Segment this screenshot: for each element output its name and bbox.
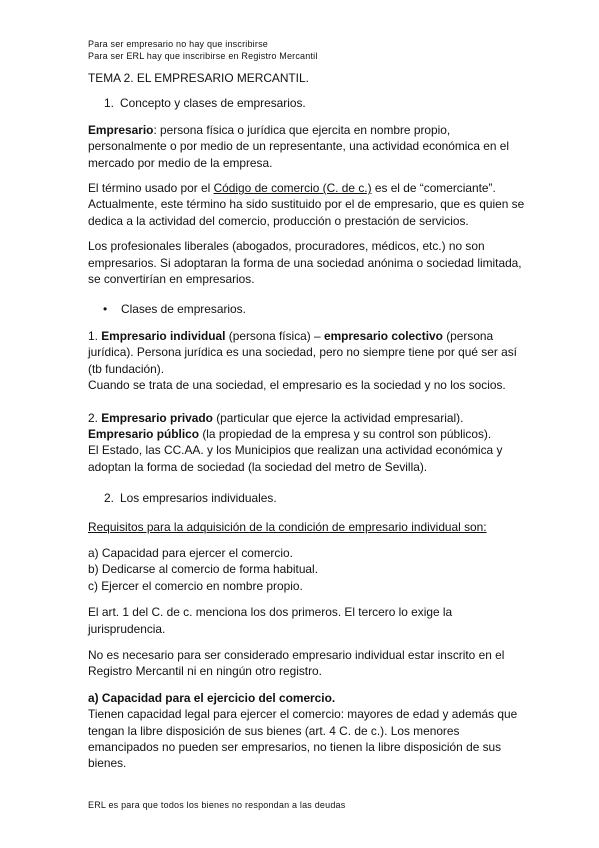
clase-1-bold-1: Empresario individual xyxy=(101,328,226,343)
no-inscrito-paragraph: No es necesario para ser considerado empresario individual estar inscrito en el Registro Mercantil ni en ningún otro registro. xyxy=(88,647,505,679)
clase-1-number: 1. xyxy=(88,328,102,343)
termino-paragraph xyxy=(88,180,528,229)
definition-term: Empresario xyxy=(88,122,154,137)
requisitos-heading xyxy=(88,519,528,535)
clase-1-line-2: Cuando se trata de una sociedad, el empresario es la sociedad y no los socios. xyxy=(88,378,506,393)
clase-2-bold-2: Empresario público xyxy=(88,426,200,441)
section-2-number: 2. xyxy=(104,491,114,506)
spacer xyxy=(88,394,528,410)
section-1-heading xyxy=(88,95,528,111)
section-1-label: Concepto y clases de empresarios. xyxy=(120,96,306,111)
capacidad-paragraph: Tienen capacidad legal para ejercer el comercio: mayores de edad y además que tengan la libre disposición de sus bienes (art. 4 C. de c.). Los menores emancipados no pueden ser empresarios, no tienen la libre disposición de sus bienes. xyxy=(88,707,518,771)
clase-1-text-2: (persona jurídica). Persona jurídica es una sociedad, pero no siempre tiene por qué ser así (tb fundación). xyxy=(88,328,517,376)
bullet-dot: • xyxy=(103,302,108,317)
clase-1-text-1: (persona física) – xyxy=(225,328,324,343)
clase-2-line-3: El Estado, las CC.AA. y los Municipios que realizan una actividad económica y adoptan la forma de sociedad (la sociedad del metro de Sevilla). xyxy=(88,443,503,474)
clase-2-bold-1: Empresario privado xyxy=(101,410,213,425)
page-footer: ERL es para que todos los bienes no respondan a las deudas xyxy=(88,800,346,810)
requisitos-heading-text: Requisitos para la adquisición de la condición de empresario individual son: xyxy=(88,519,487,534)
profesionales-paragraph: Los profesionales liberales (abogados, procuradores, médicos, etc.) no son empresarios. Si adoptaran la forma de una sociedad anónima o sociedad limitada, se convertirían en empresarios. xyxy=(88,239,522,287)
requisito-b: b) Dedicarse al comercio de forma habitual. xyxy=(88,562,318,577)
requisito-a: a) Capacidad para ejercer el comercio. xyxy=(88,545,293,560)
clase-1-paragraph xyxy=(88,328,528,377)
clase-1-bold-2: empresario colectivo xyxy=(323,328,443,343)
document-body xyxy=(88,70,528,772)
clase-2-text-1: (particular que ejerce la actividad empresarial). xyxy=(212,410,464,425)
clases-bullet xyxy=(88,301,528,317)
clase-2-line-1 xyxy=(88,410,528,426)
clase-2-number: 2. xyxy=(88,410,102,425)
header-line-2: Para ser ERL hay que inscribirse en Registro Mercantil xyxy=(88,51,318,61)
capacidad-heading xyxy=(88,690,528,706)
section-2-heading xyxy=(88,490,528,506)
document-title: TEMA 2. EL EMPRESARIO MERCANTIL. xyxy=(88,71,309,85)
termino-pre: El término usado por el xyxy=(88,181,214,196)
clase-2-line-2 xyxy=(88,426,528,442)
codigo-comercio-link: Código de comercio (C. de c.) xyxy=(213,181,372,196)
page-header xyxy=(88,38,318,62)
clase-2-text-2: (la propiedad de la empresa y su control son públicos). xyxy=(199,426,492,441)
definition-text: : persona física o jurídica que ejercita en nombre propio, personalmente o por medio de un representante, una actividad económica en el mercado por medio de la empresa. xyxy=(88,122,510,170)
section-1-number: 1. xyxy=(104,96,114,111)
termino-post: es el de “comerciante”. Actualmente, este término ha sido sustituido por el de empresario, que es quien se dedica a la actividad del comercio, producción o prestación de servicios. xyxy=(88,181,525,228)
header-line-1: Para ser empresario no hay que inscribirse xyxy=(88,39,268,49)
art1-paragraph: El art. 1 del C. de c. menciona los dos primeros. El tercero lo exige la jurisprudencia. xyxy=(88,605,453,636)
bullet-label: Clases de empresarios. xyxy=(121,302,246,317)
section-2-label: Los empresarios individuales. xyxy=(120,491,277,506)
definition-paragraph xyxy=(88,122,528,171)
capacidad-heading-text: a) Capacidad para el ejercicio del comercio. xyxy=(88,690,336,705)
requisito-c: c) Ejercer el comercio en nombre propio. xyxy=(88,578,303,593)
